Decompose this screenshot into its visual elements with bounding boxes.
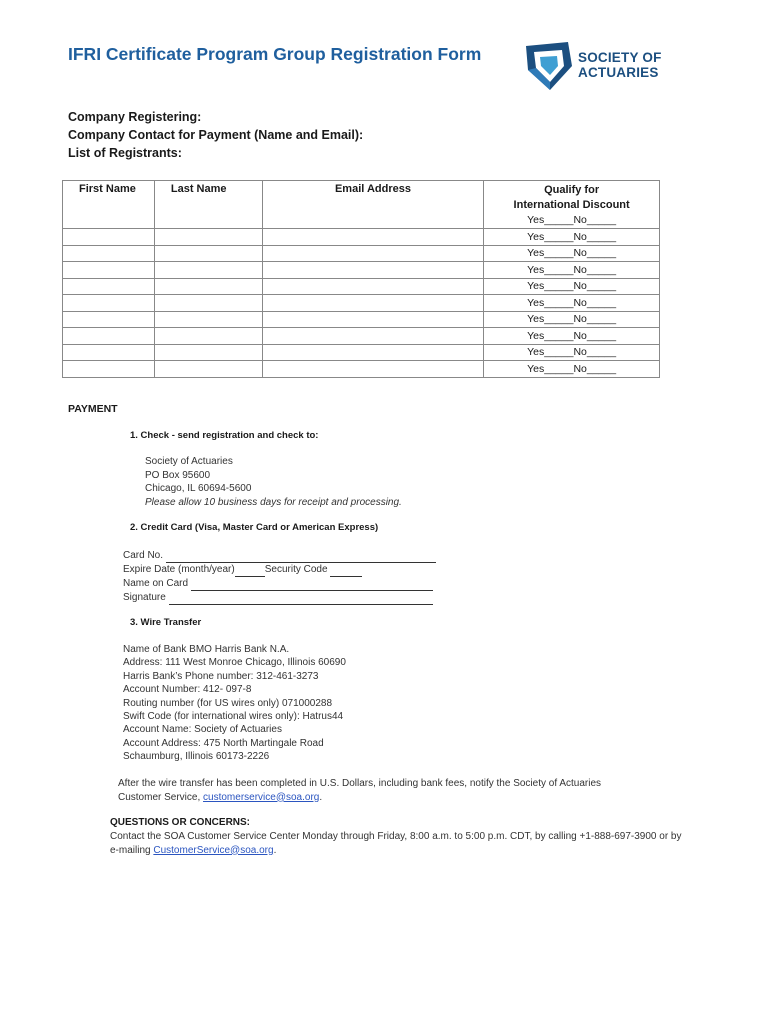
email-cell[interactable] <box>262 295 484 312</box>
email-cell[interactable] <box>262 245 484 262</box>
last-name-cell[interactable] <box>154 328 262 345</box>
first-name-cell[interactable] <box>63 278 155 295</box>
col-qualify-line-2: International Discount <box>513 199 630 211</box>
table-row <box>63 229 660 246</box>
yes-no-option[interactable]: Yes_____No_____ <box>484 278 660 295</box>
first-name-cell[interactable] <box>63 229 155 246</box>
email-cell[interactable] <box>262 361 484 378</box>
last-name-cell[interactable] <box>154 245 262 262</box>
logo-line-2: ACTUARIES <box>578 65 659 80</box>
table-row <box>63 295 660 312</box>
wire-line: Account Address: 475 North Martingale Road <box>123 737 324 749</box>
customer-service-email-link[interactable]: customerservice@soa.org <box>203 791 320 803</box>
yes-no-option[interactable]: Yes_____No_____ <box>484 262 660 279</box>
customer-service-email-link[interactable]: CustomerService@soa.org <box>153 844 274 856</box>
emailing-text: e-mailing <box>110 844 151 856</box>
last-name-cell[interactable] <box>154 344 262 361</box>
questions-end: . <box>273 844 277 856</box>
wire-line: Account Name: Society of Actuaries <box>123 724 282 736</box>
wire-line: Routing number (for US wires only) 071000288 <box>123 697 332 709</box>
first-name-cell[interactable] <box>63 328 155 345</box>
email-cell[interactable] <box>262 262 484 279</box>
wire-line: Name of Bank BMO Harris Bank N.A. <box>123 644 290 655</box>
form-title: IFRI Certificate Program Group Registration Form <box>68 44 482 64</box>
address-line: Chicago, IL 60694-5600 <box>145 483 252 494</box>
questions-line-1: Contact the SOA Customer Service Center Monday through Friday, 8:00 a.m. to 5:00 p.m. CDT, by calling +1-888-697-3900 or by <box>110 831 682 842</box>
table-row <box>63 245 660 262</box>
last-name-cell[interactable] <box>154 295 262 312</box>
table-row <box>63 311 660 328</box>
table-row <box>63 328 660 345</box>
wire-transfer-details <box>123 643 346 764</box>
yes-no-option[interactable]: Yes_____No_____ <box>484 245 660 262</box>
email-cell[interactable] <box>262 344 484 361</box>
email-cell[interactable] <box>262 278 484 295</box>
wire-line: Address: 111 West Monroe Chicago, Illinois 60690 <box>123 657 346 669</box>
notify-line-2 <box>118 791 601 805</box>
mailing-address <box>145 455 402 509</box>
company-info <box>68 108 363 162</box>
company-registering-label: Company Registering: <box>68 110 202 124</box>
company-contact-label: Company Contact for Payment (Name and Email): <box>68 128 364 142</box>
table-row <box>63 278 660 295</box>
security-code-field[interactable] <box>330 566 362 577</box>
notify-line-1: After the wire transfer has been completed in U.S. Dollars, including bank fees, notify the Society of Actuaries <box>118 778 602 789</box>
email-cell[interactable] <box>262 311 484 328</box>
col-first-name: First Name <box>63 181 155 229</box>
name-on-card-label: Name on Card <box>123 578 189 589</box>
security-code-label: Security Code <box>264 564 328 575</box>
wire-notify-note <box>118 777 601 804</box>
first-name-cell[interactable] <box>63 245 155 262</box>
processing-note: Please allow 10 business days for receipt and processing. <box>145 496 402 508</box>
last-name-cell[interactable] <box>154 311 262 328</box>
last-name-cell[interactable] <box>154 361 262 378</box>
questions-text <box>110 830 682 857</box>
yes-no-option[interactable]: Yes_____No_____ <box>484 344 660 361</box>
col-last-name: Last Name <box>154 181 262 229</box>
questions-heading: QUESTIONS OR CONCERNS: <box>110 817 251 828</box>
yes-no-option[interactable]: Yes_____No_____ <box>527 214 617 226</box>
first-name-cell[interactable] <box>63 311 155 328</box>
col-qualify-line-1: Qualify for <box>544 184 600 196</box>
wire-transfer-heading: 3. Wire Transfer <box>130 617 202 628</box>
expire-date-field[interactable] <box>235 566 265 577</box>
card-number-field[interactable] <box>166 552 436 563</box>
col-email-address: Email Address <box>262 181 484 229</box>
name-on-card-field[interactable] <box>191 580 433 591</box>
last-name-cell[interactable] <box>154 262 262 279</box>
yes-no-option[interactable]: Yes_____No_____ <box>484 361 660 378</box>
first-name-cell[interactable] <box>63 262 155 279</box>
check-heading: 1. Check - send registration and check to: <box>130 430 319 441</box>
last-name-cell[interactable] <box>154 278 262 295</box>
first-name-cell[interactable] <box>63 295 155 312</box>
address-line: PO Box 95600 <box>145 469 211 481</box>
registrants-label: List of Registrants: <box>68 146 182 160</box>
table-row <box>63 344 660 361</box>
payment-heading: PAYMENT <box>68 403 118 415</box>
logo-line-1: SOCIETY OF <box>578 50 662 65</box>
wire-line: Swift Code (for international wires only): Hatrus44 <box>123 711 344 723</box>
email-cell[interactable] <box>262 229 484 246</box>
signature-label: Signature <box>123 592 166 603</box>
credit-card-fields <box>123 549 436 605</box>
table-row <box>63 262 660 279</box>
last-name-cell[interactable] <box>154 229 262 246</box>
yes-no-option[interactable]: Yes_____No_____ <box>484 328 660 345</box>
first-name-cell[interactable] <box>63 344 155 361</box>
table-header-row <box>63 181 660 229</box>
signature-field[interactable] <box>169 594 433 605</box>
email-cell[interactable] <box>262 328 484 345</box>
notify-text: Customer Service, <box>118 791 201 803</box>
address-line: Society of Actuaries <box>145 456 233 467</box>
yes-no-option[interactable]: Yes_____No_____ <box>484 311 660 328</box>
card-number-label: Card No. <box>123 550 164 561</box>
yes-no-option[interactable]: Yes_____No_____ <box>484 229 660 246</box>
credit-card-heading: 2. Credit Card (Visa, Master Card or American Express) <box>130 522 379 533</box>
first-name-cell[interactable] <box>63 361 155 378</box>
notify-end: . <box>319 791 323 803</box>
wire-line: Schaumburg, Illinois 60173-2226 <box>123 751 270 763</box>
shield-logo-icon <box>520 40 576 92</box>
expire-date-label: Expire Date (month/year) <box>123 564 235 575</box>
col-qualify-discount <box>484 181 660 229</box>
yes-no-option[interactable]: Yes_____No_____ <box>484 295 660 312</box>
registrants-table <box>62 180 660 378</box>
questions-line-2 <box>110 844 682 858</box>
table-row <box>63 361 660 378</box>
wire-line: Harris Bank’s Phone number: 312-461-3273 <box>123 670 319 682</box>
soa-logo <box>520 40 680 92</box>
wire-line: Account Number: 412- 097-8 <box>123 684 252 696</box>
